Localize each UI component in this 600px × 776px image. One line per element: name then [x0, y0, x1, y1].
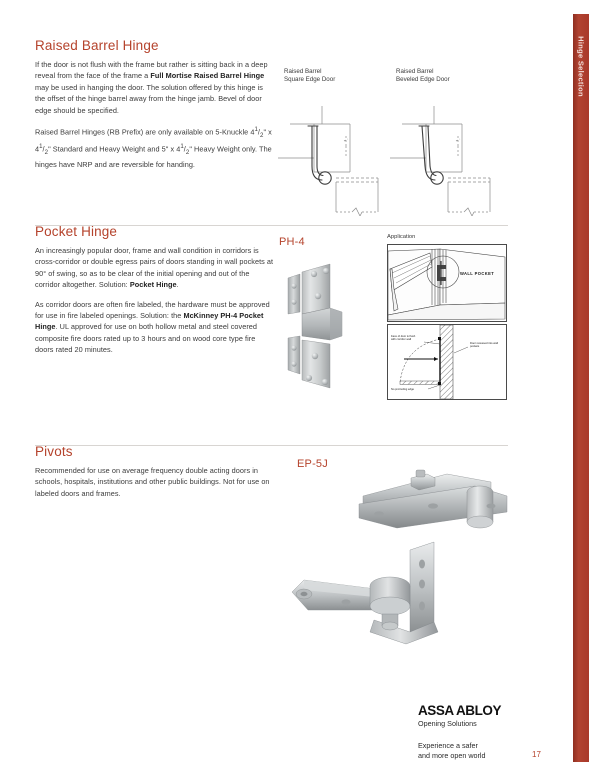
application-label-face-of-door: Face of door is flush with corridor wall — [391, 335, 416, 342]
drawing-label-beveled-edge-line1: Raised Barrel — [396, 68, 434, 75]
line-art-beveled-edge-door — [390, 96, 505, 221]
pocket-hinge-paragraph-1: An increasingly popular door, frame and wall condition in corridors is cross-corridor or double egress pairs of doors standing in wall pockets at 90° of swing, so as to be clear of the initial opening and out of the corridor altogether. Solution: Pocket Hinge. — [35, 246, 274, 290]
page-title-pivots: Pivots — [35, 444, 73, 459]
raised-barrel-paragraph-2: Raised Barrel Hinges (RB Prefix) are only available on 5-Knuckle $4^1/_2$" x $4^1/_2$" Standard and Heavy Weight and 5" x $4^1/_2$" Heavy Weight only. The hinges have NRP and are reversible for handing. — [35, 126, 272, 169]
pocket-hinge-text-column — [35, 224, 275, 356]
application-label-door-recessed: Door recessed into wall pockets — [470, 342, 498, 349]
pivots-paragraph-1: Recommended for use on average frequency double acting doors in schools, hospitals, institutions and other public buildings. Not for use on labeled doors and frames. — [35, 466, 270, 498]
pocket-hinge-paragraph-2: As corridor doors are often fire labeled, the hardware must be approved for use in fire labeled openings. Solution: the McKinney PH-4 Pocket Hinge. UL approved for use on both hollow metal and steel covered composite fire doors rated up to 3 hours and on wood core type fire doors rated 20 minutes. — [35, 299, 270, 355]
brand-tagline — [418, 741, 568, 760]
drawing-label-square-edge — [284, 68, 335, 85]
application-label-wall-pocket: WALL POCKET — [460, 271, 495, 276]
raised-barrel-text-column — [35, 38, 275, 170]
drawing-label-beveled-edge-line2: Beveled Edge Door — [396, 76, 450, 84]
part-code-ep5j: EP-5J — [297, 458, 328, 470]
brand-tagline-line2: and more open world — [418, 750, 486, 760]
page-title-raised-barrel: Raised Barrel Hinge — [35, 38, 159, 53]
footer-branding — [418, 704, 568, 760]
product-photo-ep5j-intermediate-pivot — [288, 536, 468, 651]
brand-subtitle: Opening Solutions — [418, 719, 477, 728]
page-number: 17 — [532, 750, 541, 759]
section-tab-label: Hinge Selection — [576, 36, 586, 97]
brand-name: ASSA ABLOY — [418, 703, 502, 718]
drawing-label-square-edge-line1: Raised Barrel — [284, 68, 322, 75]
line-art-square-edge-door — [278, 96, 393, 221]
section-tab-hinge-selection — [573, 14, 589, 762]
application-illustration-plan — [387, 324, 507, 400]
page-title-pocket-hinge: Pocket Hinge — [35, 224, 118, 239]
application-illustration-perspective — [387, 244, 507, 322]
drawing-label-square-edge-line2: Square Edge Door — [284, 76, 336, 84]
part-code-ph4: PH-4 — [279, 236, 305, 248]
raised-barrel-paragraph-1: If the door is not flush with the frame but rather is sitting back in a deep reveal from the face of the frame a Full Mortise Raised Barrel Hinge may be used in hanging the door. The solution offered by this hinge is the offset of the hinge barrel away from the hinge jamb. Bevel of door edge should be specified. — [35, 60, 268, 115]
brand-tagline-line1: Experience a safer — [418, 741, 478, 750]
product-photo-ph4-pocket-hinge — [284, 256, 364, 401]
pivots-text-column — [35, 444, 275, 499]
drawing-label-beveled-edge — [396, 68, 450, 85]
application-title: Application — [387, 234, 416, 240]
application-label-no-protruding-edge: No protruding edge — [391, 388, 415, 391]
